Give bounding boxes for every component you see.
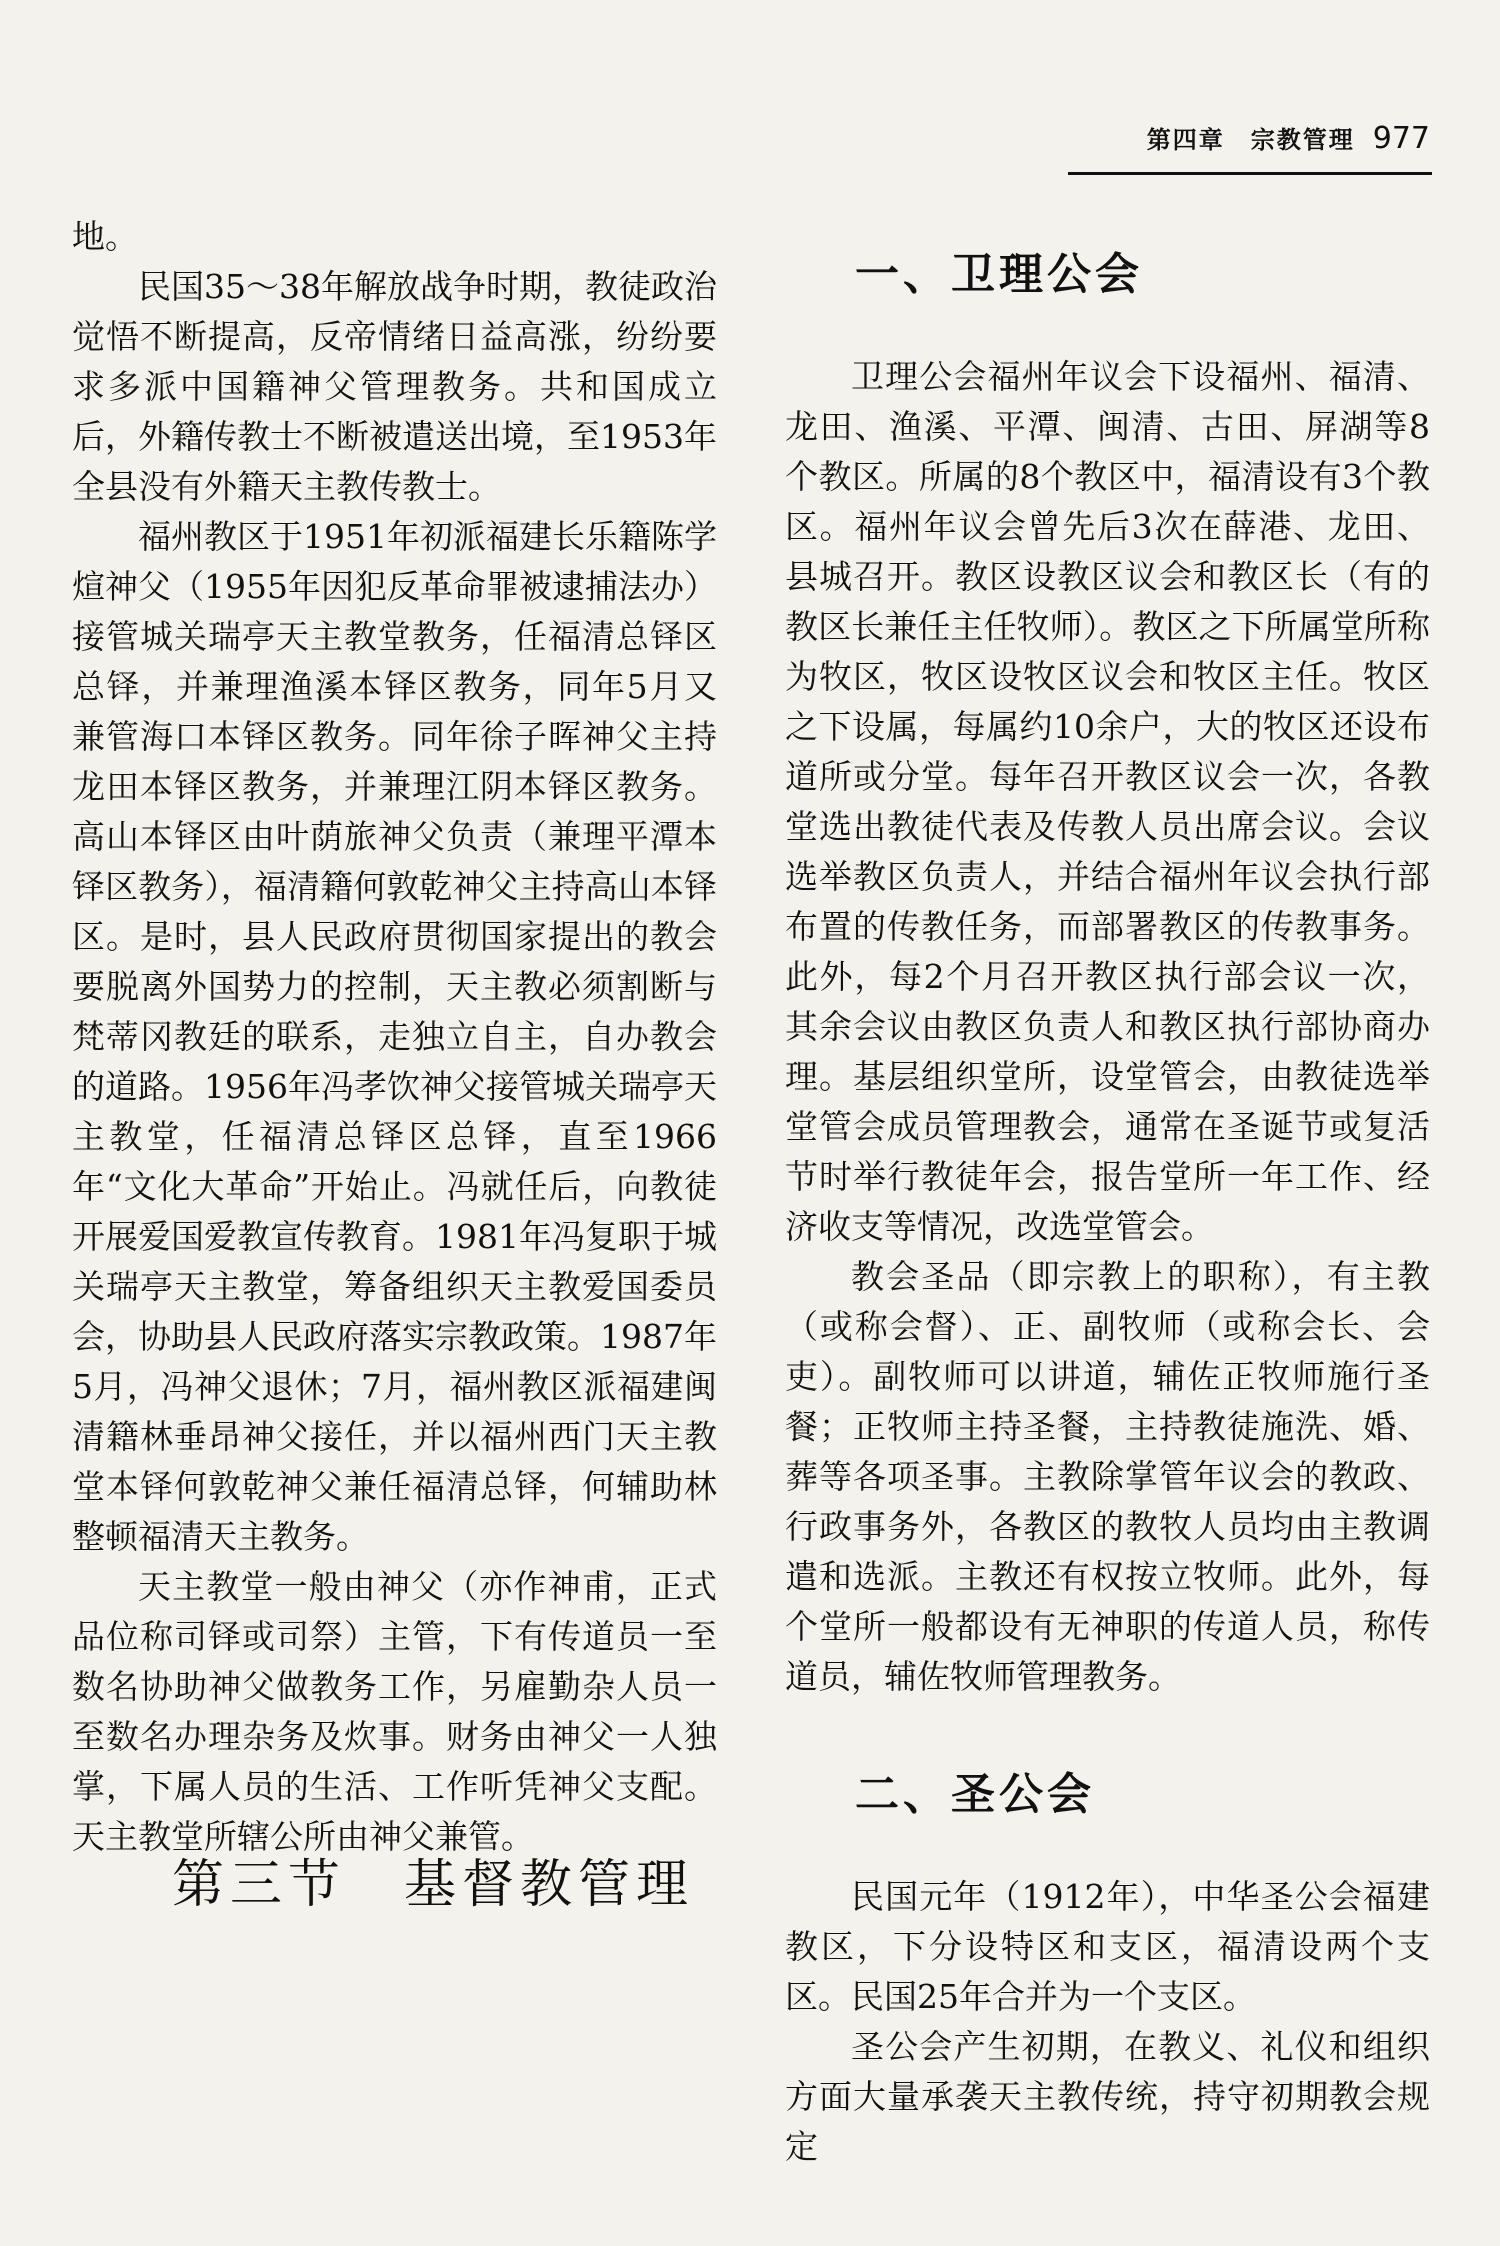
header-rule bbox=[1068, 172, 1432, 175]
paragraph: 卫理公会福州年议会下设福州、福清、龙田、渔溪、平潭、闽清、古田、屏湖等8个教区。所属的8个教区中，福清设有3个教区。福州年议会曾先后3次在薛港、龙田、县城召开。教区设教区议会和教区长（有的教区长兼任主任牧师）。教区之下所属堂所称为牧区，牧区设牧区议会和牧区主任。牧区之下设属，每属约10余户，大的牧区还设布道所或分堂。每年召开教区议会一次，各教堂选出教徒代表及传教人员出席会议。会议选举教区负责人，并结合福州年议会执行部布置的传教任务，而部署教区的传教事务。此外，每2个月召开教区执行部会议一次，其余会议由教区负责人和教区执行部协商办理。基层组织堂所，设堂管会，由教徒选举堂管会成员管理教会，通常在圣诞节或复活节时举行教徒年会，报告堂所一年工作、经济收支等情况，改选堂管会。 bbox=[785, 357, 1430, 1246]
paragraph: 民国元年（1912年），中华圣公会福建教区，下分设特区和支区，福清设两个支区。民国25年合并为一个支区。 bbox=[785, 1877, 1430, 2016]
left-column bbox=[72, 212, 717, 1862]
paragraph: 圣公会产生初期，在教义、礼仪和组织方面大量承袭天主教传统，持守初期教会规定 bbox=[785, 2027, 1430, 2166]
subheading-weili: 一、卫理公会 bbox=[855, 249, 1143, 300]
paragraph: 福州教区于1951年初派福建长乐籍陈学煊神父（1955年因犯反革命罪被逮捕法办）接管城关瑞亭天主教堂教务，任福清总铎区总铎，并兼理渔溪本铎区教务，同年5月又兼管海口本铎区教务。同年徐子晖神父主持龙田本铎区教务，并兼理江阴本铎区教务。高山本铎区由叶荫旅神父负责（兼理平潭本铎区教务），福清籍何敦乾神父主持高山本铎区。是时，县人民政府贯彻国家提出的教会要脱离外国势力的控制，天主教必须割断与梵蒂冈教廷的联系，走独立自主，自办教会的道路。1956年冯孝饮神父接管城关瑞亭天主教堂，任福清总铎区总铎，直至1966年“文化大革命”开始止。冯就任后，向教徒开展爱国爱教宣传教育。1981年冯复职于城关瑞亭天主教堂，筹备组织天主教爱国委员会，协助县人民政府落实宗教政策。1987年5月，冯神父退休；7月，福州教区派福建闽清籍林垂昂神父接任，并以福州西门天主教堂本铎何敦乾神父兼任福清总铎，何辅助林整顿福清天主教务。 bbox=[72, 517, 717, 1556]
chapter-title: 第四章 宗教管理 bbox=[1146, 126, 1355, 154]
subheading-shenggong: 二、圣公会 bbox=[855, 1769, 1095, 1820]
section-heading bbox=[72, 1855, 717, 1915]
page-header bbox=[1068, 120, 1430, 156]
right-column-lower bbox=[785, 1770, 1430, 2172]
right-column bbox=[785, 250, 1430, 1702]
page-number: 977 bbox=[1372, 121, 1430, 156]
paragraph: 民国35～38年解放战争时期，教徒政治觉悟不断提高，反帝情绪日益高涨，纷纷要求多派中国籍神父管理教务。共和国成立后，外籍传教士不断被遣送出境，至1953年全县没有外籍天主教传教士。 bbox=[72, 267, 717, 506]
section-title: 第三节 基督教管理 bbox=[172, 1855, 695, 1915]
paragraph: 天主教堂一般由神父（亦作神甫，正式品位称司铎或司祭）主管，下有传道员一至数名协助神父做教务工作，另雇勤杂人员一至数名办理杂务及炊事。财务由神父一人独掌，下属人员的生活、工作听凭神父支配。天主教堂所辖公所由神父兼管。 bbox=[72, 1567, 717, 1856]
paragraph: 地。 bbox=[72, 217, 138, 256]
paragraph: 教会圣品（即宗教上的职称），有主教（或称会督）、正、副牧师（或称会长、会吏）。副牧师可以讲道，辅佐正牧师施行圣餐；正牧师主持圣餐，主持教徒施洗、婚、葬等各项圣事。主教除掌管年议会的教政、行政事务外，各教区的教牧人员均由主教调遣和选派。主教还有权按立牧师。此外，每个堂所一般都设有无神职的传道人员，称传道员，辅佐牧师管理教务。 bbox=[785, 1257, 1430, 1696]
